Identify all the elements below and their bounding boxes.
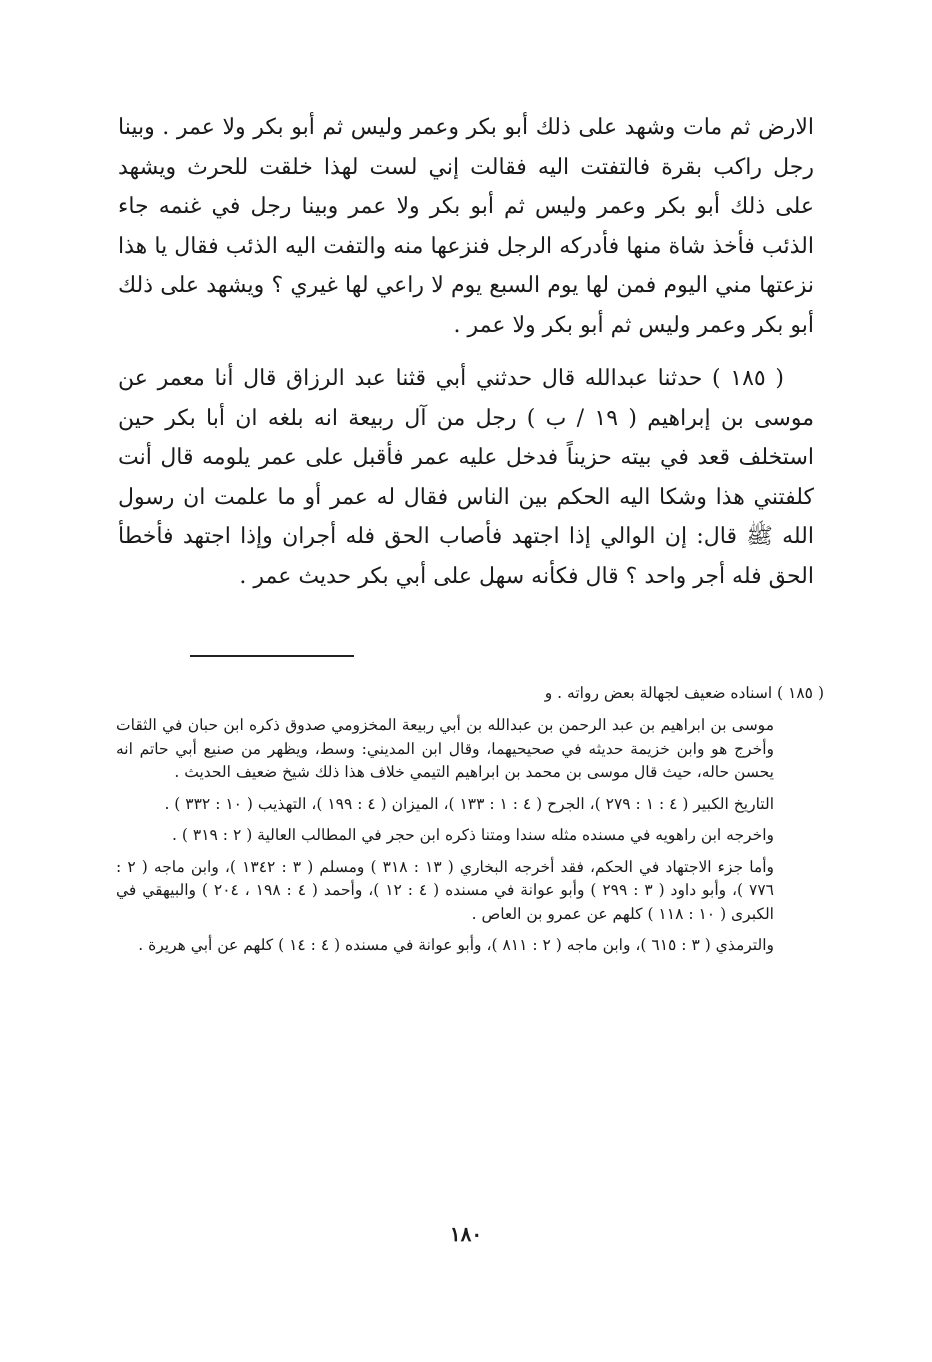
footnote-ibn-rahawayh: واخرجه ابن راهويه في مسنده مثله سندا ومتنا ذكره ابن حجر في المطالب العالية ( ٢ : ٣١٩ ) .: [172, 826, 774, 844]
footnote-narrator-note: موسى بن ابراهيم بن عبد الرحمن بن عبدالله بن أبي ربيعة المخزومي صدوق ذكره ابن حبان في الثقات وأخرج هو وابن خزيمة حديثه في صحيحيهما، وقال ابن المديني: وسط، ويظهر من صنيع أبي حاتم انه يحسن حاله، حيث قال موسى بن محمد بن ابراهيم التيمي خلاف هذا ذلك شيخ ضعيف الحديث .: [116, 716, 774, 781]
hadith-185-paragraph: ( ١٨٥ ) حدثنا عبدالله قال حدثني أبي قثنا عبد الرزاق قال أنا معمر عن موسى بن إبراهيم ( ١٩ / ب ) رجل من آل ربيعة انه بلغه ان أبا بكر حين استخلف قعد في بيته حزيناً فدخل عليه عمر فأقبل على عمر يلومه قال أنت كلفتني هذا وشكا اليه الحكم بين الناس فقال له عمر أو ما علمت ان رسول الله ﷺ قال: إن الوالي إذا اجتهد فأصاب الحق فله أجران وإذا اجتهد فأخطأ الحق فله أجر واحد ؟ قال فكأنه سهل على أبي بكر حديث عمر .: [118, 366, 814, 589]
footnote-abu-hurayra-sources: والترمذي ( ٣ : ٦١٥ )، وابن ماجه ( ٢ : ٨١١ )، وأبو عوانة في مسنده ( ٤ : ١٤ ) كلهم عن أبي هريرة .: [138, 936, 774, 954]
footnotes: [116, 680, 824, 966]
main-text: [118, 108, 814, 596]
main-paragraph: الارض ثم مات وشهد على ذلك أبو بكر وعمر وليس ثم أبو بكر ولا عمر . وبينا رجل راكب بقرة فالتفتت اليه فقالت إني لست لهذا خلقت للحرث ويشهد على ذلك أبو بكر وعمر وليس ثم أبو بكر ولا عمر وبينا رجل في غنمه جاء الذئب فأخذ شاة منها فأدركه الرجل فنزعها منه والتفت اليه الذئب فقال يا هذا نزعتها مني اليوم فمن لها يوم السبع يوم لا راعي لها غيري ؟ ويشهد على ذلك أبو بكر وعمر وليس ثم أبو بكر ولا عمر .: [118, 115, 814, 338]
footnote-biography-sources: التاريخ الكبير ( ٤ : ١ : ٢٧٩ )، الجرح ( ٤ : ١ : ١٣٣ )، الميزان ( ٤ : ١٩٩ )، التهذيب ( ١٠ : ٣٣٢ ) .: [164, 794, 774, 813]
footnote-ijtihad-sources: وأما جزء الاجتهاد في الحكم، فقد أخرجه البخاري ( ١٣ : ٣١٨ ) ومسلم ( ٣ : ١٣٤٢ )، وابن ماجه ( ٢ : ٧٧٦ )، وأبو داود ( ٣ : ٢٩٩ ) وأبو عوانة في مسنده ( ٤ : ١٢ )، وأحمد ( ٤ : ١٩٨ ، ٢٠٤ ) والبيهقي في الكبرى ( ١٠ : ١١٨ ) كلهم عن عمرو بن العاص .: [116, 857, 775, 923]
page-number: ١٨٠: [449, 1222, 483, 1246]
footnote-lead: ( ١٨٥ ) اسناده ضعيف لجهالة بعض رواته . و: [544, 684, 824, 702]
footnote-separator: [190, 655, 354, 657]
